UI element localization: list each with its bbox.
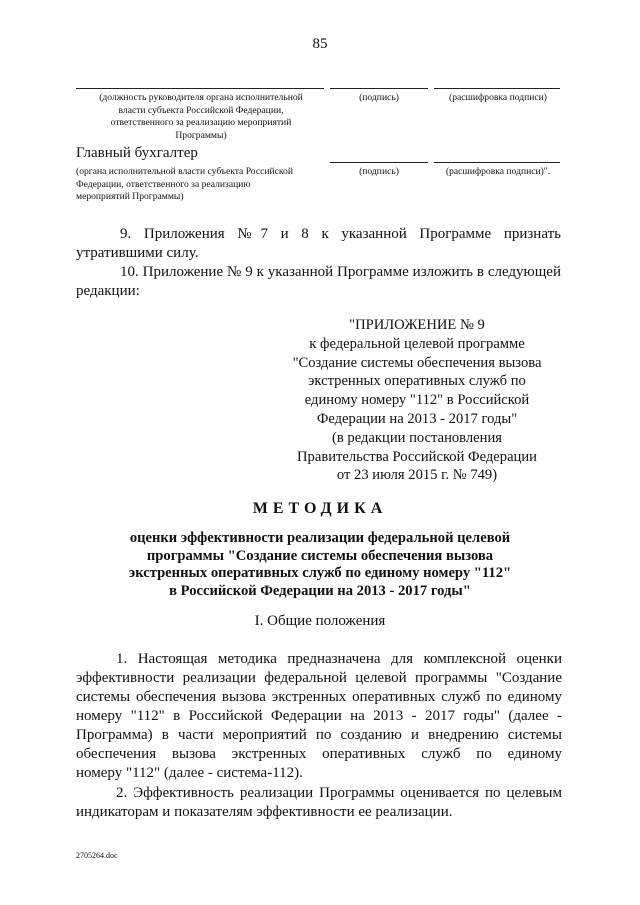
- section-heading: I. Общие положения: [254, 613, 386, 629]
- name-signature-line-2: [434, 162, 560, 163]
- signature-line-2: [330, 162, 428, 163]
- page-number: 85: [312, 36, 328, 52]
- name-signature-line: [434, 88, 560, 89]
- position-signature-line: [76, 88, 324, 89]
- document-title: МЕТОДИКА: [252, 500, 388, 517]
- paragraph-10-line-1: 10. Приложение № 9 к указанной Программе изложить в следующей: [120, 264, 561, 280]
- name-caption: (расшифровка подписи): [449, 92, 547, 103]
- appendix-header: "ПРИЛОЖЕНИЕ № 9 к федеральной целевой программе "Создание системы обеспечения вызова экстренных оперативных служб по единому номеру "112" в Российской Федерации на 2013 - 2017 годы" (в редакции постановления Правительства Российской Федерации от 23 июля 2015 г. № 749): [292, 317, 542, 484]
- signature-line: [330, 88, 428, 89]
- accountant-position-caption: (органа исполнительной власти субъекта Российской Федерации, ответственного за реализацию мероприятий Программы): [76, 166, 293, 203]
- paragraph-10-line-2: редакции:: [76, 283, 140, 299]
- signature-caption-2: (подпись): [359, 166, 399, 177]
- name-caption-2: (расшифровка подписи)".: [445, 166, 551, 177]
- footer-filename: 2705264.doc: [76, 851, 118, 860]
- section-paragraph-2: 2. Эффективность реализации Программы оценивается по целевым индикаторам и показателям эффективности ее реализации.: [76, 785, 562, 820]
- paragraph-9-line-2: утратившими силу.: [76, 245, 199, 261]
- position-caption: (должность руководителя органа исполнительной власти субъекта Российской Федерации, ответственного за реализацию мероприятий Программы): [99, 92, 303, 141]
- document-subtitle: оценки эффективности реализации федеральной целевой программы "Создание системы обеспечения вызова экстренных оперативных служб по единому номеру "112" в Российской Федерации на 2013 - 2017 годы": [128, 530, 512, 599]
- chief-accountant-title: Главный бухгалтер: [76, 145, 198, 161]
- signature-caption: (подпись): [359, 92, 399, 103]
- paragraph-9-line-1: 9. Приложения №7 и 8 к указанной Программе признать: [120, 226, 561, 242]
- section-paragraph-1: 1. Настоящая методика предназначена для комплексной оценки эффективности реализации федеральной целевой программы "Создание системы обеспечения вызова экстренных оперативных служб по единому номеру "112" в Российской Федерации на 2013 - 2017 годы" (далее - Программа) в части мероприятий по созданию и внедрению системы обеспечения вызова экстренных оперативных служб по единому номеру "112" (далее - система-112).: [76, 651, 562, 781]
